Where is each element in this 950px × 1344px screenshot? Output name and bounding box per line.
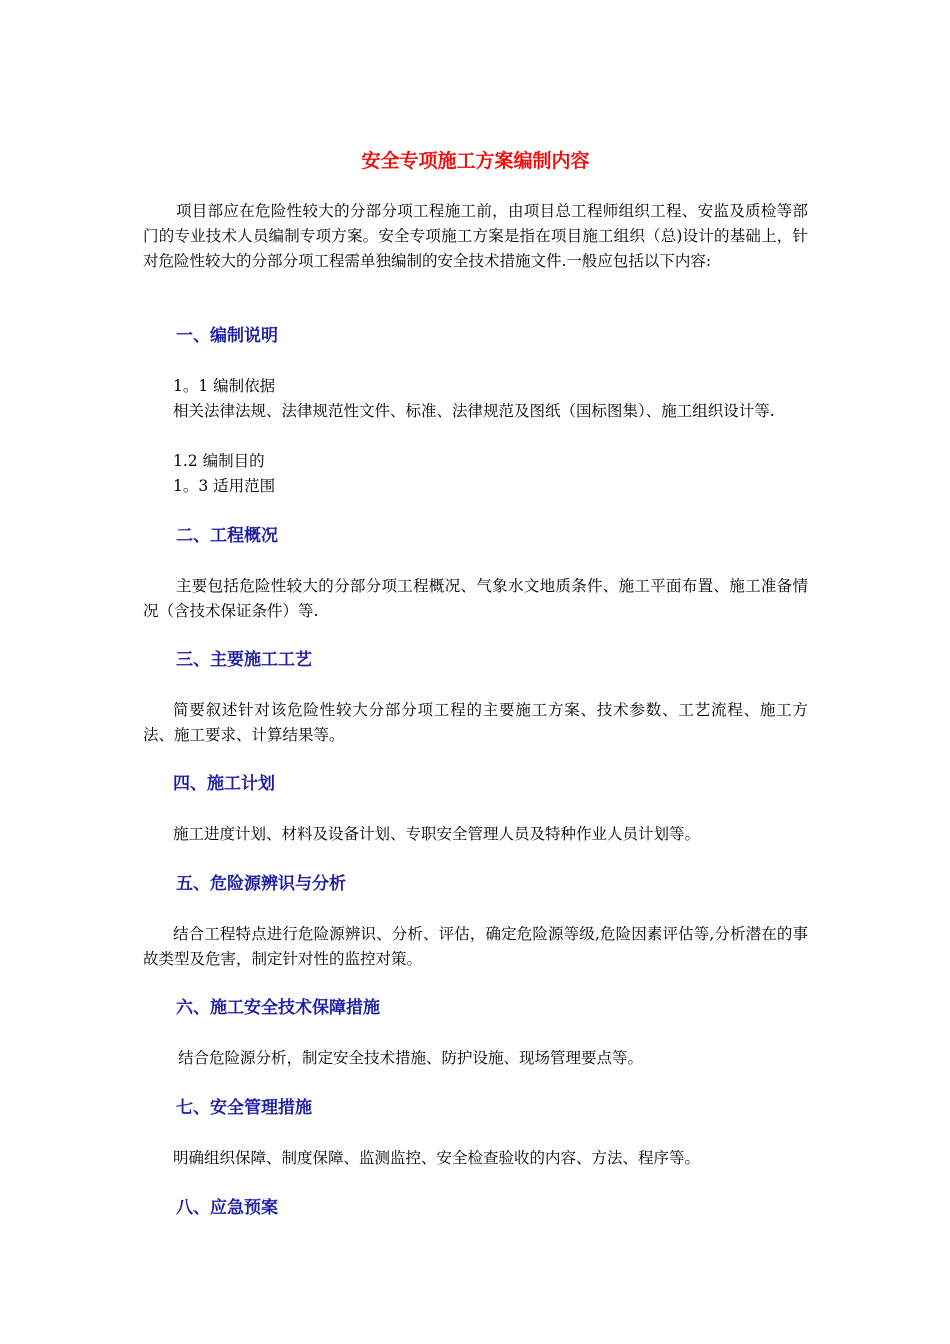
section-heading-7: 七、安全管理措施 <box>176 1098 312 1118</box>
section-5-body-text: 结合工程特点进行危险源辨识、分析、评估，确定危险源等级,危险因素评估等,分析潜在的事故类型及危害，制定针对性的监控对策。 <box>143 925 808 968</box>
section-3-body <box>143 698 808 748</box>
intro-text: 项目部应在危险性较大的分部分项工程施工前，由项目总工程师组织工程、安监及质检等部门的专业技术人员编制专项方案。安全专项施工方案是指在项目施工组织（总)设计的基础上，针对危险性较大的分部分项工程需单独编制的安全技术措施文件.一般应包括以下内容: <box>143 202 808 270</box>
section-3-body-text: 简要叙述针对该危险性较大分部分项工程的主要施工方案、技术参数、工艺流程、施工方法、施工要求、计算结果等。 <box>143 701 808 744</box>
document-title: 安全专项施工方案编制内容 <box>361 150 590 172</box>
subsection-1-2: 1.2 编制目的 <box>173 452 265 470</box>
section-4-body: 施工进度计划、材料及设备计划、专职安全管理人员及特种作业人员计划等。 <box>173 825 701 843</box>
subsection-1-1: 1。1 编制依据 <box>173 377 276 395</box>
section-heading-8: 八、应急预案 <box>176 1198 278 1218</box>
section-heading-1: 一、编制说明 <box>176 326 278 346</box>
section-7-body: 明确组织保障、制度保障、监测监控、安全检查验收的内容、方法、程序等。 <box>173 1149 701 1167</box>
section-2-body-text: 主要包括危险性较大的分部分项工程概况、气象水文地质条件、施工平面布置、施工准备情况（含技术保证条件）等. <box>143 577 808 620</box>
section-6-body: 结合危险源分析，制定安全技术措施、防护设施、现场管理要点等。 <box>178 1049 644 1067</box>
section-2-body <box>143 574 808 624</box>
subsection-1-3: 1。3 适用范围 <box>173 477 276 495</box>
intro-paragraph <box>143 199 808 274</box>
section-heading-6: 六、施工安全技术保障措施 <box>176 998 380 1018</box>
subsection-1-1-body-text: 相关法律法规、法律规范性文件、标准、法律规范及图纸（国标图集）、施工组织设计等. <box>173 402 775 420</box>
section-heading-2: 二、工程概况 <box>176 526 278 546</box>
subsection-1-1-body <box>143 399 808 424</box>
section-heading-4: 四、施工计划 <box>173 774 275 794</box>
section-heading-3: 三、主要施工工艺 <box>176 650 312 670</box>
section-heading-5: 五、危险源辨识与分析 <box>176 874 346 894</box>
section-5-body <box>143 922 808 972</box>
